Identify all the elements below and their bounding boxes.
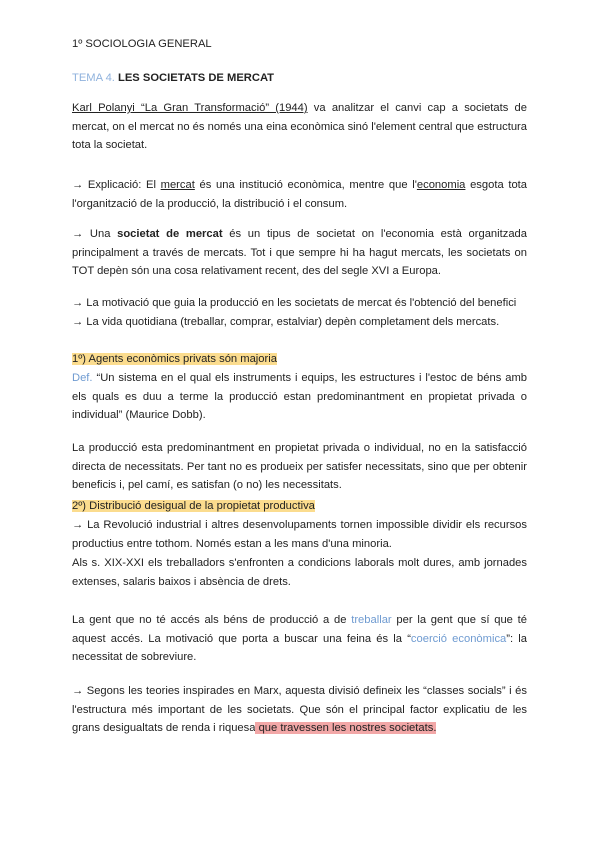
def-label: Def.: [72, 372, 93, 384]
author-reference: Karl Polanyi “La Gran Transformació” (1944): [72, 102, 308, 114]
section2-paragraph-1: → La Revolució industrial i altres desenvolupaments tornen impossible dividir els recursos productius entre tothom. Només estan a les mans d'una minoria.: [72, 519, 527, 550]
term-societat-de-mercat: societat de mercat: [117, 228, 223, 240]
page-title: [72, 69, 527, 88]
highlight-societats: que travessen les nostres societats.: [255, 722, 437, 735]
tema-label: TEMA 4.: [72, 72, 115, 84]
section2-paragraph-2: Als s. XIX-XXI els treballadors s'enfronten a condicions laborals molt dures, amb jornades extenses, salaris baixos i absència de drets.: [72, 557, 527, 588]
section1-paragraph: La producció esta predominantment en propietat privada o individual, no en la satisfacció directa de necessitats. Per tant no es produeix per satisfer necessitats, sino que per obtenir beneficis i, pel camí, es satisfan (o no) les necessitats.: [72, 442, 527, 492]
intro-paragraph: Karl Polanyi “La Gran Transformació” (1944) va analitzar el canvi cap a societats de mercat, on el mercat no és només una eina econòmica sinó l'element central que estructura tota la societat.: [72, 102, 527, 152]
term-mercat: mercat: [160, 179, 195, 191]
marx-paragraph: → Segons les teories inspirades en Marx, aquesta divisió defineix les “classes socials” i és l'estructura més important de les societats. Que són el principal factor explicatiu de les grans desigualtats de renda i riquesa que travessen les nostres societats.: [72, 685, 527, 735]
gent-paragraph: La gent que no té accés als béns de producció a de treballar per la gent que sí que té aquest accés. La motivació que porta a buscar una feina és la “coerció econòmica”: la necessitat de sobreviure.: [72, 614, 528, 664]
section1-heading: 1º) Agents econòmics privats són majoria: [72, 353, 277, 365]
arrow-line-2: → La vida quotidiana (treballar, comprar, estalviar) depèn completament dels mercats.: [72, 316, 500, 328]
term-economia: economia: [416, 179, 466, 191]
term-treballar: treballar: [351, 614, 392, 626]
term-coercio-economica: coerció econòmica: [410, 632, 507, 645]
title-heading: LES SOCIETATS DE MERCAT: [118, 72, 275, 84]
section2-heading: 2º) Distribució desigual de la propietat productiva: [72, 500, 315, 512]
definition-paragraph: Def. “Un sistema en el qual els instruments i equips, les estructures i l'estoc de béns amb els quals es duu a terme la producció estan predominantment en propietat privada o individual” (Maurice Dobb).: [72, 372, 527, 422]
explanation-paragraph: → Explicació: El mercat és una institució econòmica, mentre que l'economia esgota tota l'organització de la producció, la distribució i el consum.: [72, 179, 528, 210]
arrow-line-1: → La motivació que guia la producció en les societats de mercat és l'obtenció del benefici: [72, 297, 517, 309]
course-header: 1º SOCIOLOGIA GENERAL: [72, 38, 212, 50]
societat-paragraph: → Una societat de mercat és un tipus de societat on l'economia està organitzada principalment a través de mercats. Tot i que sempre hi ha hagut mercats, les societats on TOT depèn són una cosa relativament recent, des del segle XVI a Europa.: [72, 228, 527, 278]
